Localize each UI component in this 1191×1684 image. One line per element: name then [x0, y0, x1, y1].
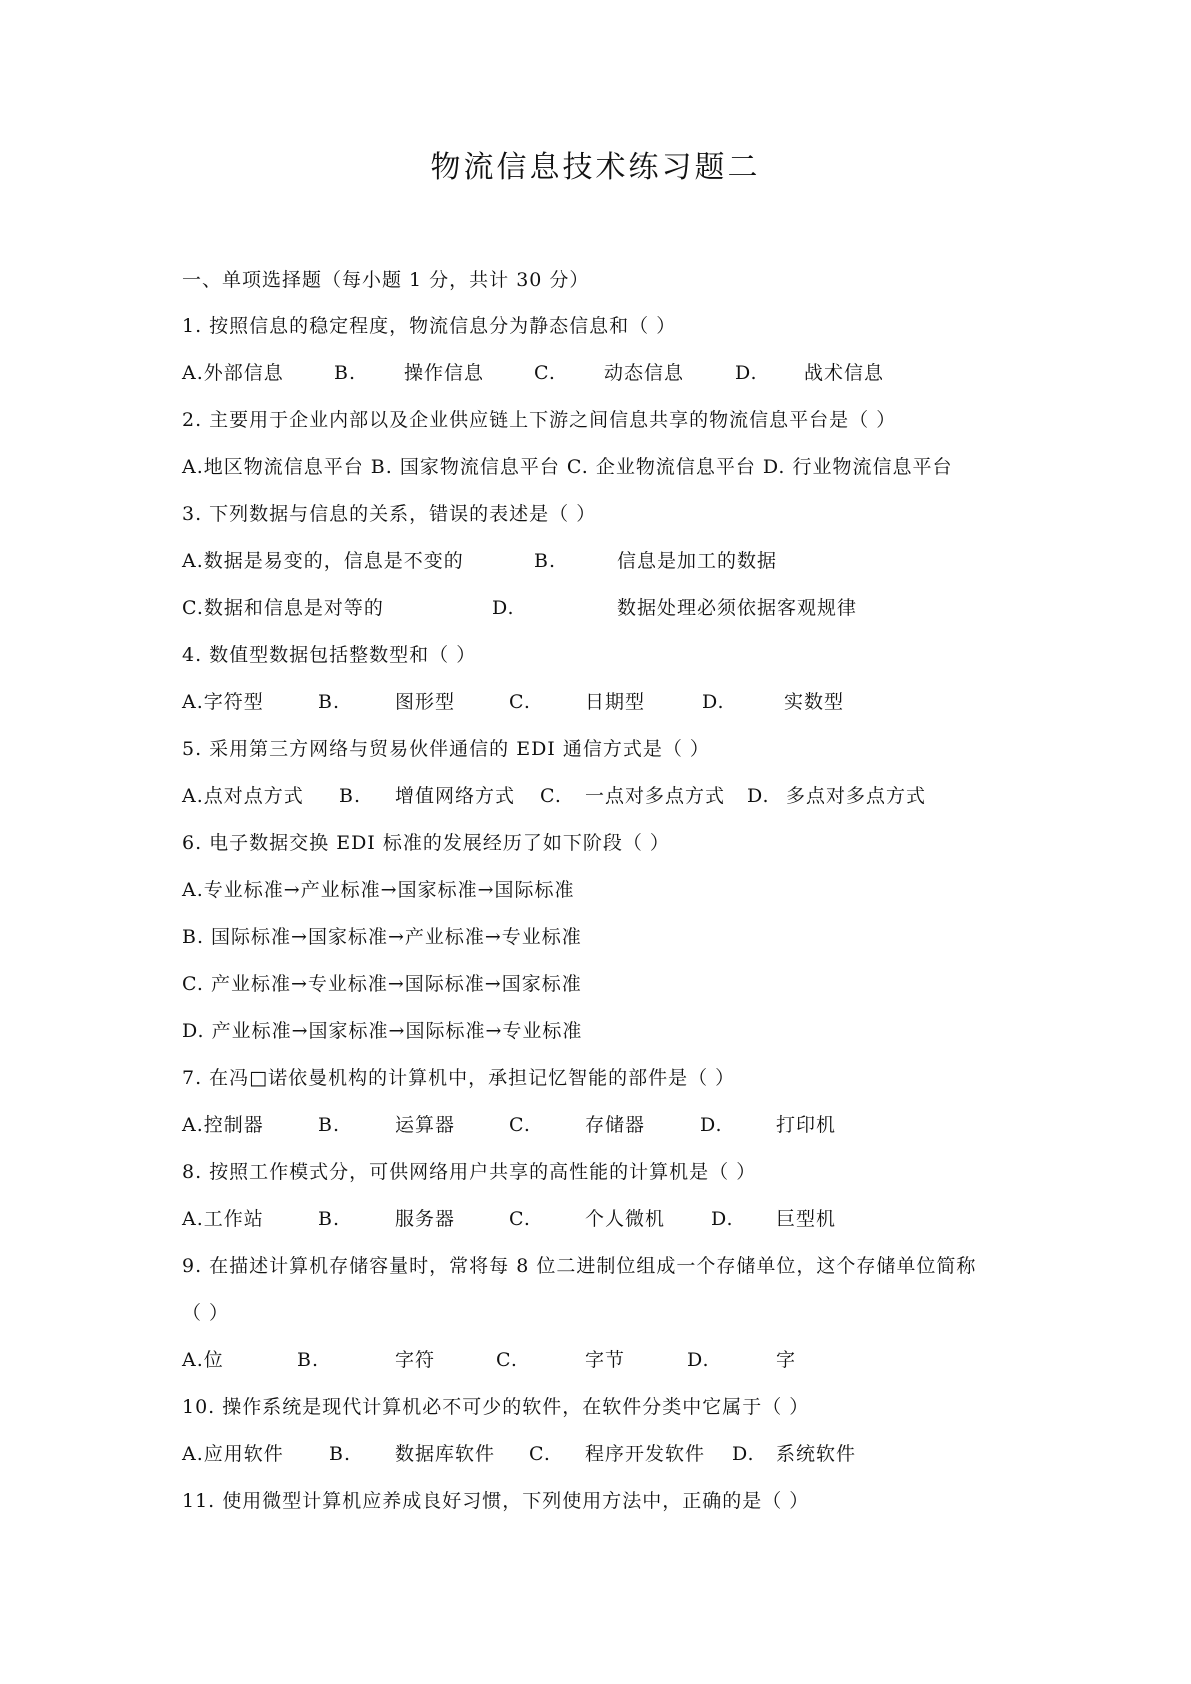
option-b: 图形型 — [395, 691, 456, 713]
option-c: 程序开发软件 — [585, 1443, 706, 1465]
option-b: 信息是加工的数据 — [617, 550, 778, 572]
option-b-label: B. — [318, 1208, 341, 1230]
question-2-options: A.地区物流信息平台 B. 国家物流信息平台 C. 企业物流信息平台 D. 行业物流信息平台 — [182, 456, 953, 478]
option-d-label: D. — [687, 1349, 710, 1371]
option-a: A.工作站 — [182, 1208, 264, 1230]
option-c-label: C. — [509, 1114, 531, 1136]
option-d-label: D. — [711, 1208, 734, 1230]
option-d-label: D. — [492, 597, 515, 619]
option-d-label: D. — [700, 1114, 723, 1136]
option-d: 战术信息 — [804, 362, 885, 384]
question-2-stem: 2. 主要用于企业内部以及企业供应链上下游之间信息共享的物流信息平台是（ ） — [182, 409, 897, 431]
question-1-stem: 1. 按照信息的稳定程度，物流信息分为静态信息和（ ） — [182, 315, 677, 337]
option-b: 数据库软件 — [395, 1443, 496, 1465]
option-d-label: D. — [747, 785, 770, 807]
option-d-label: D. — [735, 362, 758, 384]
question-6-option-a: A.专业标准→产业标准→国家标准→国际标准 — [182, 879, 575, 901]
option-a: A.字符型 — [182, 691, 264, 713]
question-3-stem: 3. 下列数据与信息的关系，错误的表述是（ ） — [182, 503, 597, 525]
question-9-stem: 9. 在描述计算机存储容量时，常将每 8 位二进制位组成一个存储单位，这个存储单位简称 — [182, 1255, 977, 1277]
question-6-stem: 6. 电子数据交换 EDI 标准的发展经历了如下阶段（ ） — [182, 832, 670, 854]
question-5-stem: 5. 采用第三方网络与贸易伙伴通信的 EDI 通信方式是（ ） — [182, 738, 710, 760]
section-heading: 一、单项选择题（每小题 1 分，共计 30 分） — [182, 269, 590, 291]
question-9-options — [182, 1346, 1042, 1374]
option-a: A.应用软件 — [182, 1443, 284, 1465]
option-d: 系统软件 — [776, 1443, 857, 1465]
option-a: A.控制器 — [182, 1114, 264, 1136]
option-b-label: B. — [334, 362, 357, 384]
option-b: 运算器 — [395, 1114, 456, 1136]
question-6-option-c: C. 产业标准→专业标准→国际标准→国家标准 — [182, 973, 582, 995]
option-b-label: B. — [318, 1114, 341, 1136]
question-4-options — [182, 688, 1042, 716]
question-10-stem: 10. 操作系统是现代计算机必不可少的软件，在软件分类中它属于（ ） — [182, 1396, 810, 1418]
question-1-options — [182, 359, 1042, 387]
question-3-options-row2 — [182, 594, 1042, 622]
question-8-stem: 8. 按照工作模式分，可供网络用户共享的高性能的计算机是（ ） — [182, 1161, 757, 1183]
option-c-label: C. — [509, 1208, 531, 1230]
option-b: 操作信息 — [404, 362, 485, 384]
question-3-options-row1 — [182, 547, 1042, 575]
question-7-stem: 7. 在冯□诺依曼机构的计算机中，承担记忆智能的部件是（ ） — [182, 1067, 736, 1089]
option-c-label: C. — [540, 785, 562, 807]
option-d-label: D. — [732, 1443, 755, 1465]
option-a: A.位 — [182, 1349, 224, 1371]
option-a: A.外部信息 — [182, 362, 284, 384]
option-c-label: C. — [529, 1443, 551, 1465]
option-c: 存储器 — [585, 1114, 646, 1136]
option-d: 多点对多点方式 — [786, 785, 927, 807]
option-c: C.数据和信息是对等的 — [182, 597, 384, 619]
option-d: 数据处理必须依据客观规律 — [617, 597, 858, 619]
question-8-options — [182, 1205, 1042, 1233]
option-c: 日期型 — [585, 691, 646, 713]
question-5-options — [182, 782, 1042, 810]
question-4-stem: 4. 数值型数据包括整数型和（ ） — [182, 644, 477, 666]
option-c: 一点对多点方式 — [585, 785, 726, 807]
question-11-stem: 11. 使用微型计算机应养成良好习惯，下列使用方法中，正确的是（ ） — [182, 1490, 810, 1512]
page-title: 物流信息技术练习题二 — [430, 150, 761, 185]
question-9-stem-cont: （ ） — [182, 1302, 230, 1324]
question-6-option-b: B. 国际标准→国家标准→产业标准→专业标准 — [182, 926, 582, 948]
option-c-label: C. — [496, 1349, 518, 1371]
option-b-label: B. — [318, 691, 341, 713]
question-10-options — [182, 1440, 1042, 1468]
option-b: 增值网络方式 — [395, 785, 516, 807]
option-b-label: B. — [329, 1443, 352, 1465]
option-b: 字符 — [395, 1349, 436, 1371]
question-7-options — [182, 1111, 1042, 1139]
option-c: 字节 — [585, 1349, 626, 1371]
option-c: 动态信息 — [604, 362, 685, 384]
option-d-label: D. — [702, 691, 725, 713]
option-c: 个人微机 — [585, 1208, 666, 1230]
option-c-label: C. — [534, 362, 556, 384]
option-b-label: B. — [339, 785, 362, 807]
question-6-option-d: D. 产业标准→国家标准→国际标准→专业标准 — [182, 1020, 583, 1042]
option-b-label: B. — [297, 1349, 320, 1371]
option-b-label: B. — [534, 550, 557, 572]
option-b: 服务器 — [395, 1208, 456, 1230]
option-c-label: C. — [509, 691, 531, 713]
option-d: 字 — [776, 1349, 797, 1371]
option-d: 实数型 — [784, 691, 845, 713]
option-a: A.点对点方式 — [182, 785, 304, 807]
option-a: A.数据是易变的，信息是不变的 — [182, 550, 464, 572]
option-d: 巨型机 — [776, 1208, 837, 1230]
option-d: 打印机 — [776, 1114, 837, 1136]
